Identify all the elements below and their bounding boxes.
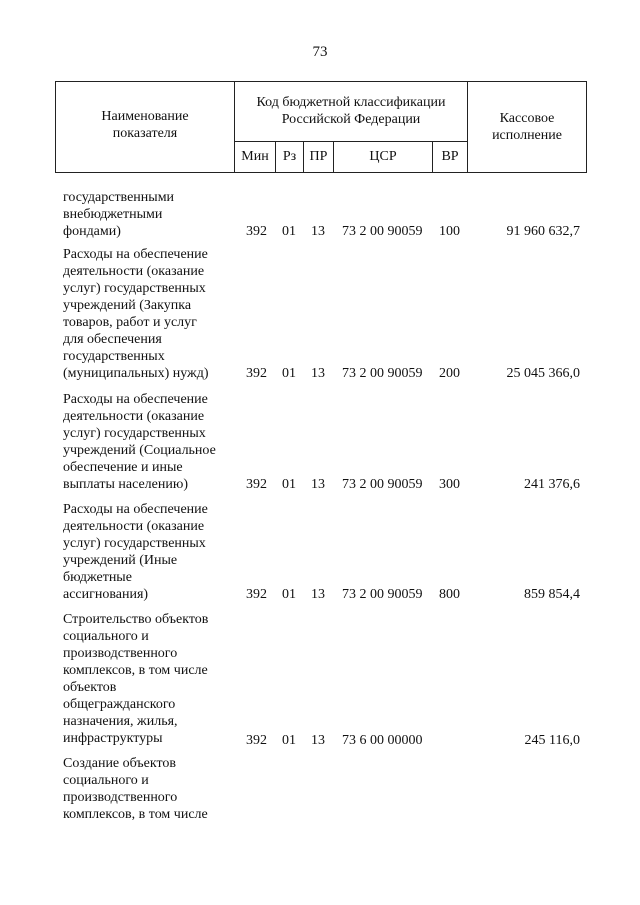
row-rz: 01	[282, 477, 296, 492]
row-min: 392	[246, 366, 267, 381]
header-name-line: Наименование	[101, 109, 189, 124]
row-name-line: для обеспечения	[63, 332, 162, 347]
row-name-line: Расходы на обеспечение	[63, 247, 208, 262]
row-pr: 13	[311, 224, 325, 239]
row-name-line: социального и	[63, 773, 149, 788]
row-name	[63, 246, 238, 382]
row-name-line: производственного	[63, 790, 178, 805]
row-rz: 01	[282, 587, 296, 602]
row-name-line: выплаты населению)	[63, 477, 188, 492]
row-name-line: Расходы на обеспечение	[63, 392, 208, 407]
row-name-line: государственных	[63, 349, 165, 364]
row-sum: 25 045 366,0	[506, 366, 580, 381]
header-code-line: Российской Федерации	[281, 112, 421, 127]
page-number: 73	[312, 44, 328, 60]
header-code-line: Код бюджетной классификации	[256, 95, 446, 110]
row-name-line: Создание объектов	[63, 756, 177, 771]
row-rz: 01	[282, 366, 296, 381]
row-vr: 300	[439, 477, 460, 492]
row-name-line: учреждений (Иные	[63, 553, 178, 568]
header-rz: Рз	[276, 141, 304, 172]
header-sum-line: Кассовое	[499, 111, 555, 126]
row-name-line: услуг) государственных	[63, 426, 206, 441]
row-name-line: инфраструктуры	[63, 731, 163, 746]
row-rz: 01	[282, 224, 296, 239]
row-pr: 13	[311, 366, 325, 381]
row-sum: 859 854,4	[524, 587, 580, 602]
row-pr: 13	[311, 587, 325, 602]
row-pr: 13	[311, 477, 325, 492]
row-name-line: Строительство объектов	[63, 612, 209, 627]
row-name	[63, 391, 238, 493]
row-rz: 01	[282, 733, 296, 748]
row-name	[63, 755, 238, 823]
row-pr: 13	[311, 733, 325, 748]
row-name-line: объектов	[63, 680, 117, 695]
row-min: 392	[246, 587, 267, 602]
header-sum-column	[468, 82, 587, 173]
row-vr: 200	[439, 366, 460, 381]
row-csr: 73 2 00 90059	[342, 477, 423, 492]
row-name-line: Расходы на обеспечение	[63, 502, 208, 517]
row-csr: 73 6 00 00000	[342, 733, 423, 748]
row-csr: 73 2 00 90059	[342, 587, 423, 602]
row-name-line: общегражданского	[63, 697, 176, 712]
row-vr: 800	[439, 587, 460, 602]
row-name-line: социального и	[63, 629, 149, 644]
row-min: 392	[246, 733, 267, 748]
table-header	[55, 81, 587, 173]
row-name-line: производственного	[63, 646, 178, 661]
row-name-line: услуг) государственных	[63, 536, 206, 551]
row-name-line: деятельности (оказание	[63, 519, 205, 534]
row-name-line: внебюджетными	[63, 207, 163, 222]
row-csr: 73 2 00 90059	[342, 366, 423, 381]
row-name-line: услуг) государственных	[63, 281, 206, 296]
row-name-line: государственными	[63, 190, 175, 205]
row-name-line: комплексов, в том числе	[63, 663, 208, 678]
row-name-line: (муниципальных) нужд)	[63, 366, 209, 381]
header-csr: ЦСР	[334, 141, 433, 172]
row-name	[63, 501, 238, 603]
row-name-line: бюджетные	[63, 570, 132, 585]
header-code-group	[235, 82, 468, 142]
header-vr: ВР	[433, 141, 468, 172]
row-sum: 241 376,6	[524, 477, 580, 492]
row-name-line: товаров, работ и услуг	[63, 315, 197, 330]
row-min: 392	[246, 477, 267, 492]
row-sum: 245 116,0	[524, 733, 580, 748]
row-name-line: обеспечение и иные	[63, 460, 183, 475]
row-name-line: ассигнования)	[63, 587, 149, 602]
row-name-line: учреждений (Социальное	[63, 443, 216, 458]
row-name-line: фондами)	[63, 224, 121, 239]
header-pr: ПР	[304, 141, 334, 172]
row-name	[63, 611, 238, 747]
row-name-line: назначения, жилья,	[63, 714, 178, 729]
row-name-line: комплексов, в том числе	[63, 807, 208, 822]
row-sum: 91 960 632,7	[506, 224, 580, 239]
row-min: 392	[246, 224, 267, 239]
row-name-line: деятельности (оказание	[63, 264, 205, 279]
header-name-line: показателя	[112, 126, 178, 141]
header-name-column	[56, 82, 235, 173]
row-name	[63, 189, 238, 240]
header-sum-line: исполнение	[492, 128, 562, 143]
row-name-line: деятельности (оказание	[63, 409, 205, 424]
row-vr: 100	[439, 224, 460, 239]
row-csr: 73 2 00 90059	[342, 224, 423, 239]
header-min: Мин	[235, 141, 276, 172]
row-name-line: учреждений (Закупка	[63, 298, 192, 313]
